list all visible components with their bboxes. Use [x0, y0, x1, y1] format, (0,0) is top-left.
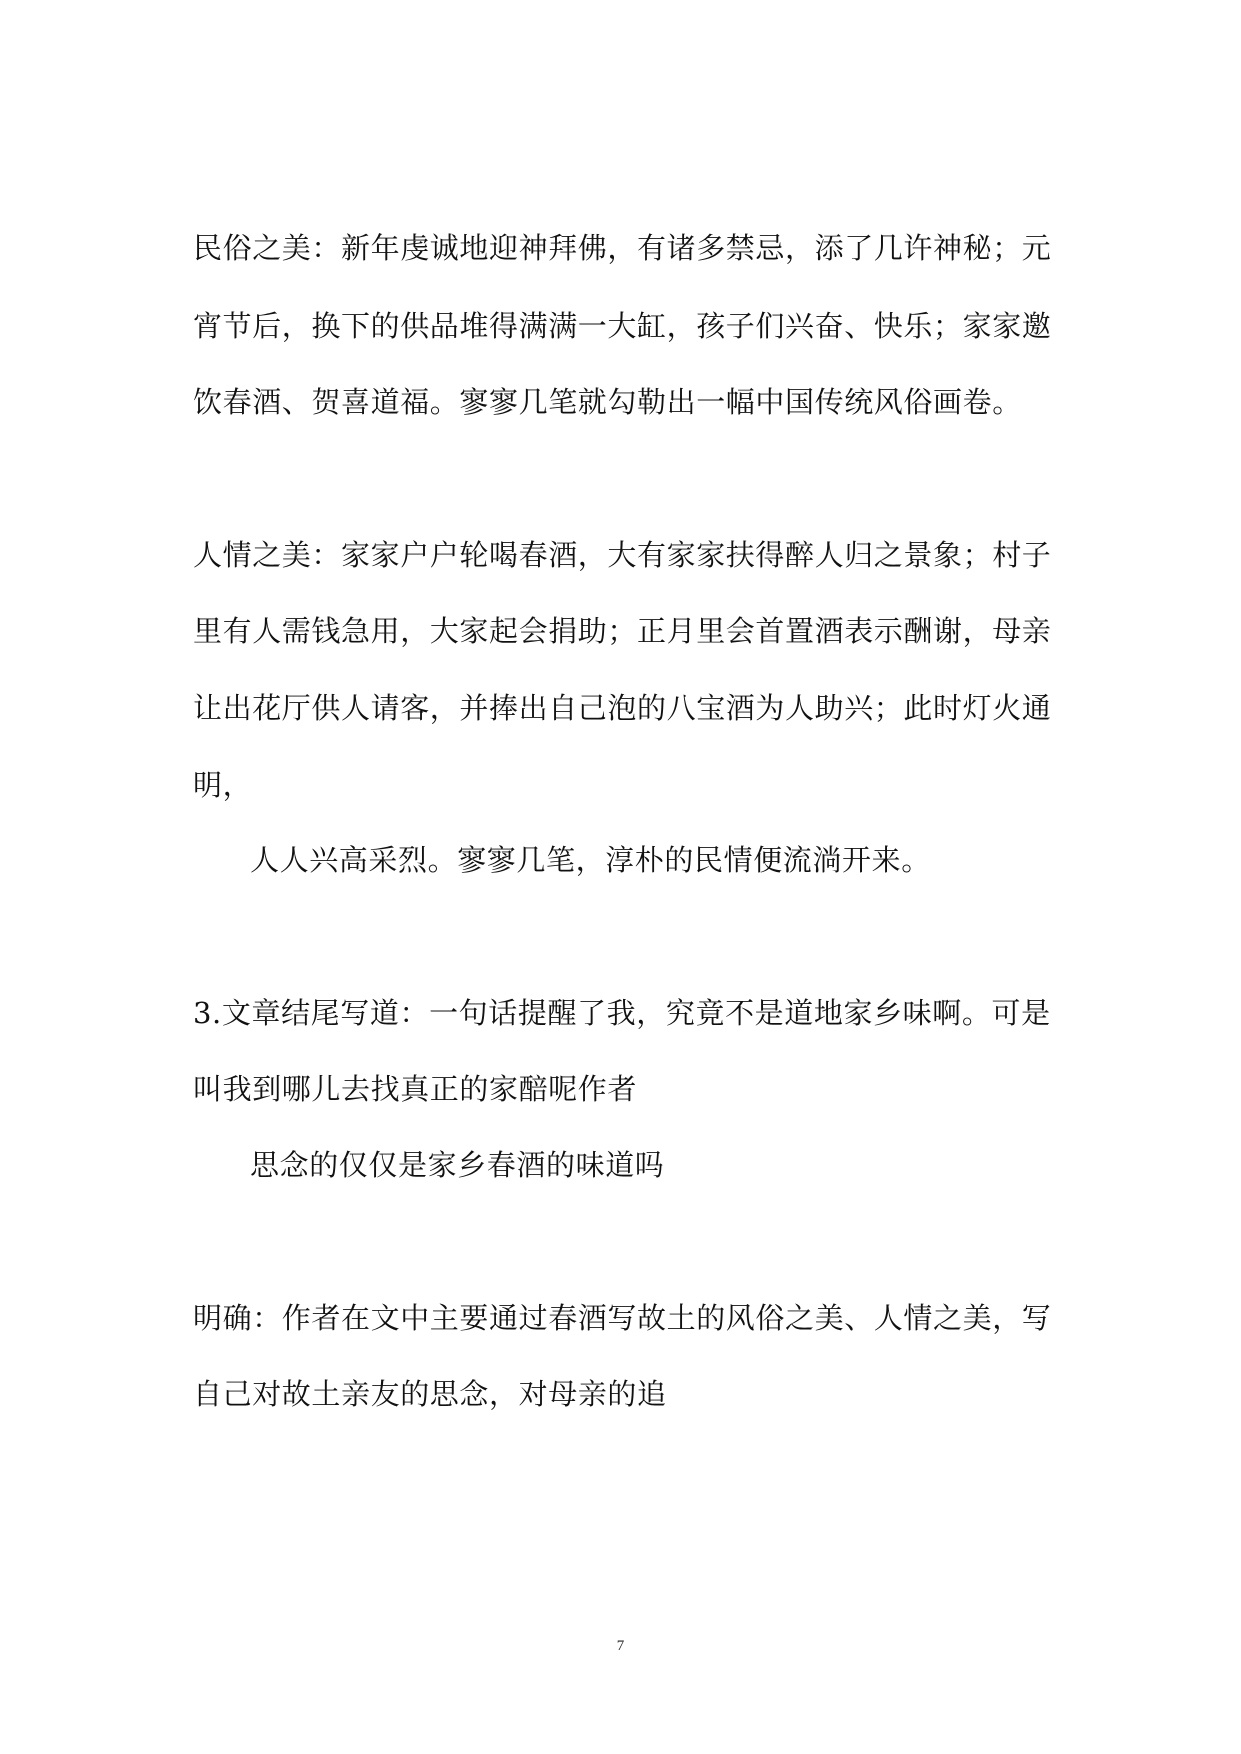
paragraph-folk-line-3: 饮春酒、贺喜道福。寥寥几笔就勾勒出一幅中国传统风俗画卷。 — [193, 385, 1022, 419]
question-3-continuation: 思念的仅仅是家乡春酒的味道吗 — [250, 1148, 665, 1182]
paragraph-human-line-1: 人情之美：家家户户轮喝春酒，大有家家扶得醉人归之景象；村子 — [193, 538, 1052, 572]
paragraph-human-line-3: 让出花厅供人请客，并捧出自己泡的八宝酒为人助兴；此时灯火通 — [193, 691, 1052, 725]
answer-line-1: 明确：作者在文中主要通过春酒写故土的风俗之美、人情之美，写 — [193, 1301, 1052, 1335]
paragraph-folk-line-2: 宵节后，换下的供品堆得满满一大缸，孩子们兴奋、快乐；家家邀 — [193, 309, 1052, 343]
question-3-line-1: 3.文章结尾写道：一句话提醒了我，究竟不是道地家乡味啊。可是 — [193, 996, 1051, 1030]
paragraph-folk-line-1: 民俗之美：新年虔诚地迎神拜佛，有诸多禁忌，添了几许神秘；元 — [193, 231, 1052, 265]
paragraph-human-line-4: 明， — [193, 768, 253, 802]
question-3-line-2: 叫我到哪儿去找真正的家醅呢作者 — [193, 1072, 638, 1106]
paragraph-continuation-line-1: 人人兴高采烈。寥寥几笔，淳朴的民情便流淌开来。 — [250, 843, 931, 877]
answer-line-2: 自己对故土亲友的思念，对母亲的追 — [193, 1377, 667, 1411]
page-number: 7 — [616, 1638, 625, 1654]
paragraph-human-line-2: 里有人需钱急用，大家起会捐助；正月里会首置酒表示酬谢，母亲 — [193, 614, 1052, 648]
